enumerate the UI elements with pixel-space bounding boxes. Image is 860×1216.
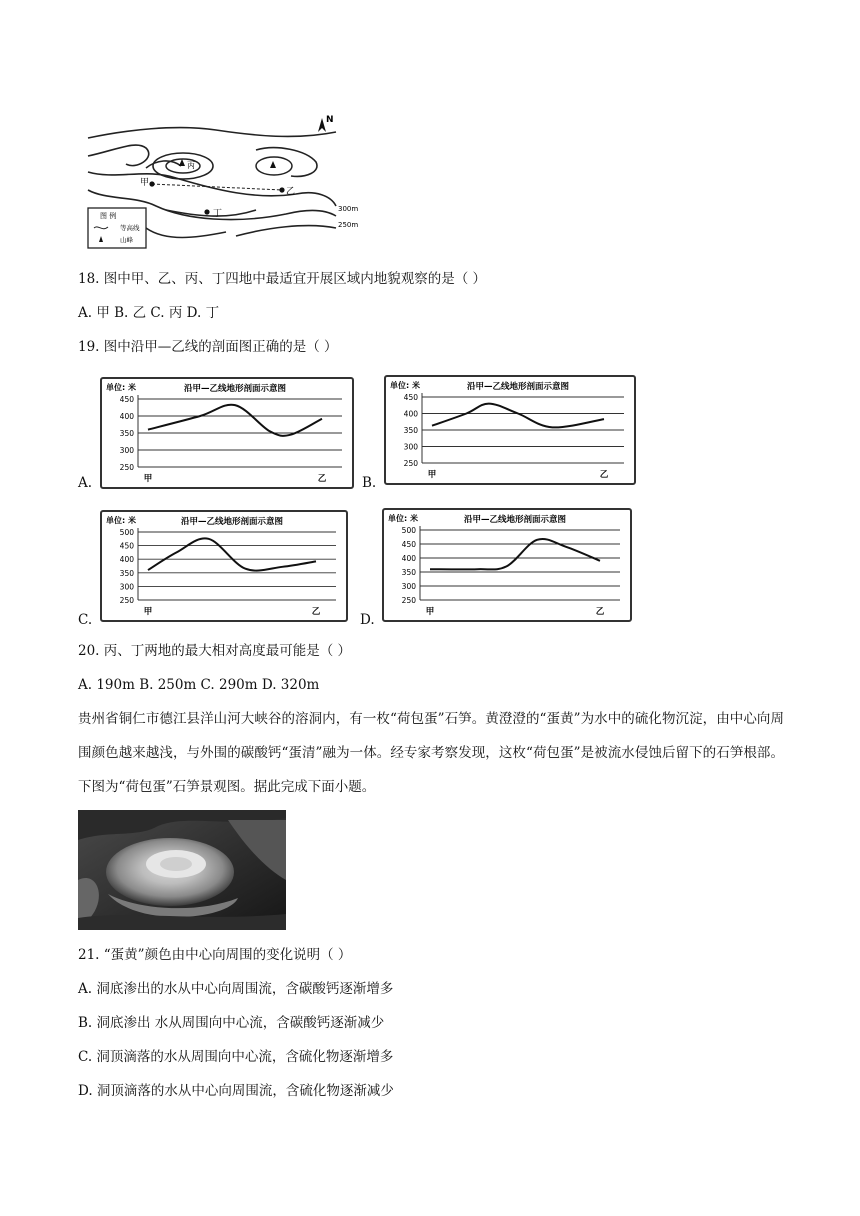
profile-curve	[148, 405, 322, 436]
peak-icon	[179, 159, 185, 166]
unit-label: 单位: 米	[388, 514, 418, 523]
y-tick-label: 350	[119, 568, 134, 578]
x-end-label: 乙	[317, 474, 327, 484]
yi-point	[279, 187, 284, 192]
x-end-label: 乙	[595, 607, 605, 617]
x-start-label: 甲	[143, 607, 153, 617]
option-b-label: B.	[362, 475, 377, 491]
profile-chart-c	[100, 510, 348, 622]
stalagmite-image	[78, 810, 286, 930]
profile-chart-b-svg	[386, 377, 634, 483]
y-tick-label: 300	[119, 446, 134, 455]
unit-label: 单位: 米	[106, 383, 136, 392]
x-start-label: 甲	[425, 607, 435, 617]
option-c-label: C.	[78, 612, 93, 628]
north-arrow-icon	[318, 118, 326, 132]
profile-chart-a	[100, 377, 354, 489]
y-tick-label: 300	[401, 582, 416, 591]
profile-chart-b	[384, 375, 636, 485]
x-start-label: 甲	[427, 470, 437, 480]
question-18: 18. 图中甲、乙、丙、丁四地中最适宜开展区域内地貌观察的是（ ）	[78, 271, 487, 287]
y-tick-label: 400	[119, 555, 134, 565]
profile-chart-d-svg	[384, 510, 630, 620]
profile-curve	[430, 539, 600, 570]
y-tick-label: 500	[401, 526, 416, 535]
chart-title: 沿甲—乙线地形剖面示意图	[463, 515, 567, 525]
question-21-option-b: B. 洞底渗出 水从周围向中心流，含碳酸钙逐渐减少	[78, 1015, 385, 1031]
passage-text: 贵州省铜仁市德江县洋山河大峡谷的溶洞内，有一枚“荷包蛋”石笋。黄澄澄的“蛋黄”为水中的硫化物沉淀，由中心向周围颜色越来越浅，与外围的碳酸钙“蛋清”融为一体。经专家考察发现，这枚“荷包蛋”是被流水侵蚀后留下的石笋根部。下图为“荷包蛋”石笋景观图。据此完成下面小题。	[78, 711, 784, 795]
unit-label: 单位: 米	[390, 381, 420, 390]
y-tick-label: 300	[119, 582, 134, 592]
y-tick-label: 250	[119, 463, 134, 472]
stalagmite-photo	[78, 810, 286, 930]
y-tick-label: 500	[119, 528, 134, 537]
y-tick-label: 450	[403, 393, 418, 402]
option-d-label: D.	[360, 612, 375, 628]
x-start-label: 甲	[143, 474, 153, 484]
profile-curve	[148, 538, 316, 570]
topographic-map	[86, 110, 366, 250]
question-20: 20. 丙、丁两地的最大相对高度最可能是（ ）	[78, 643, 352, 659]
profile-chart-d	[382, 508, 632, 622]
question-21-option-c: C. 洞顶滴落的水从周围向中心流，含硫化物逐渐增多	[78, 1049, 394, 1065]
chart-title: 沿甲—乙线地形剖面示意图	[466, 382, 570, 392]
north-label: N	[326, 115, 334, 125]
jia-label: 甲	[140, 178, 150, 188]
legend-title: 图 例	[100, 212, 117, 220]
y-tick-label: 250	[119, 596, 134, 605]
x-end-label: 乙	[311, 607, 321, 617]
legend-contour: 等高线	[120, 224, 140, 232]
jia-point	[149, 181, 154, 186]
y-tick-label: 400	[401, 554, 416, 563]
y-tick-label: 350	[119, 429, 134, 438]
y-tick-label: 450	[119, 541, 134, 551]
y-tick-label: 250	[401, 596, 416, 605]
x-end-label: 乙	[599, 470, 609, 480]
question-21-option-a: A. 洞底渗出的水从中心向周围流，含碳酸钙逐渐增多	[78, 981, 394, 997]
contour-label-300: 300m	[338, 205, 359, 213]
question-21: 21. “蛋黄”颜色由中心向周围的变化说明（ ）	[78, 947, 352, 963]
y-tick-label: 250	[403, 459, 418, 468]
chart-title: 沿甲—乙线地形剖面示意图	[180, 517, 284, 527]
y-tick-label: 350	[403, 426, 418, 435]
question-20-options: A. 190m B. 250m C. 290m D. 320m	[78, 677, 320, 693]
question-21-option-d: D. 洞顶滴落的水从中心向周围流，含硫化物逐渐减少	[78, 1083, 394, 1099]
yi-label: 乙	[286, 187, 296, 197]
profile-curve	[432, 404, 604, 428]
profile-chart-c-svg	[102, 512, 346, 620]
profile-chart-a-svg	[102, 379, 352, 487]
ding-point	[204, 209, 209, 214]
contour-label-250: 250m	[338, 221, 359, 229]
unit-label: 单位: 米	[106, 516, 136, 525]
peak-icon	[270, 161, 276, 168]
y-tick-label: 400	[403, 409, 418, 419]
ding-label: 丁	[213, 209, 223, 219]
y-tick-label: 450	[119, 395, 134, 404]
y-tick-label: 300	[403, 442, 418, 452]
contour-map-svg	[86, 110, 366, 250]
question-18-options: A. 甲 B. 乙 C. 丙 D. 丁	[78, 305, 220, 321]
chart-title: 沿甲—乙线地形剖面示意图	[183, 384, 287, 394]
legend-peak: 山峰	[120, 236, 133, 244]
y-tick-label: 350	[401, 568, 416, 577]
bing-label: 丙	[187, 161, 195, 170]
y-tick-label: 400	[119, 412, 134, 421]
option-a-label: A.	[78, 475, 93, 491]
question-19: 19. 图中沿甲—乙线的剖面图正确的是（ ）	[78, 339, 338, 355]
y-tick-label: 450	[401, 540, 416, 549]
